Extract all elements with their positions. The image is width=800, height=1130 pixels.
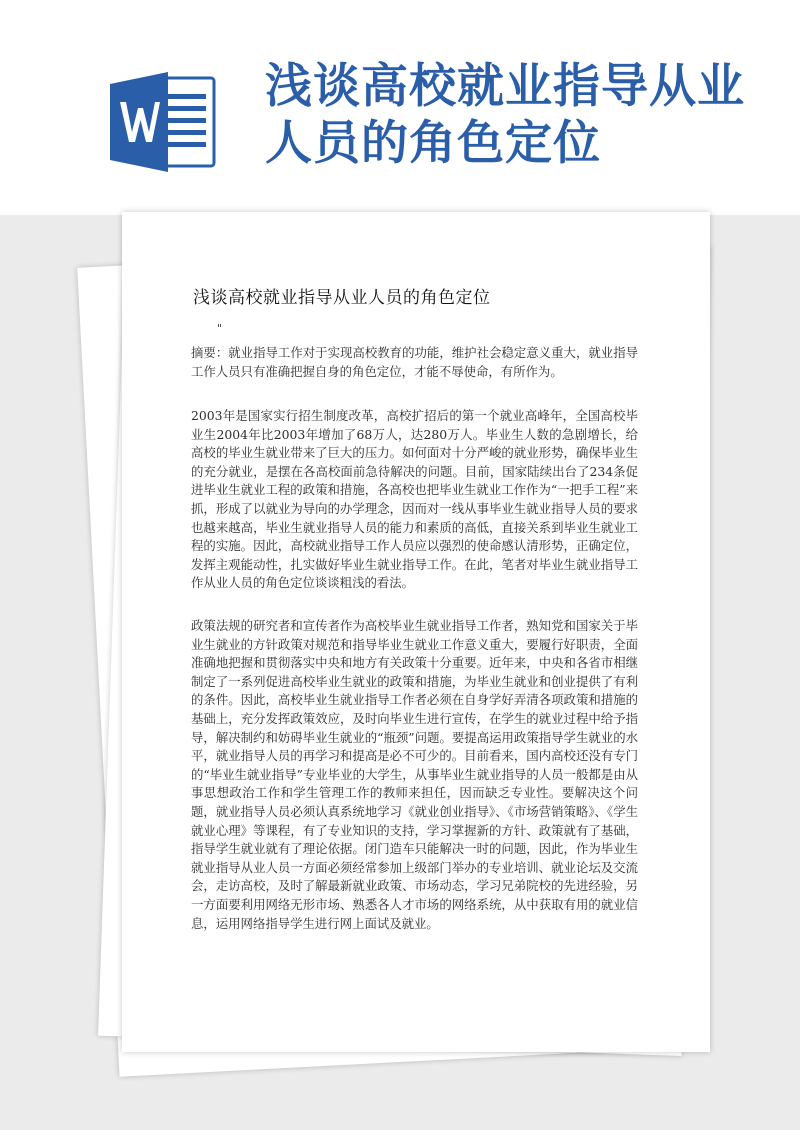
header-title-line1: 浅谈高校就业指导从业	[265, 59, 745, 114]
quote-mark: "	[217, 322, 223, 335]
body-paragraph: 政策法规的研究者和宣传者作为高校毕业生就业指导工作者，熟知党和国家关于毕业生就业的方针政策对规范和指导毕业生就业工作意义重大，要履行好职责，全面准确地把握和贯彻落实中央和地方有关政策十分重要。近年来，中央和各省市相继制定了一系列促进高校毕业生就业的政策和措施，为毕业生就业和创业提供了有利的条件。因此，高校毕业生就业指导工作者必须在自身学好弄清各项政策和措施的基础上，充分发挥政策效应，及时向毕业生进行宣传，在学生的就业过程中给予指导，解决制约和妨碍毕业生就业的“瓶颈”问题。要提高运用政策指导学生就业的水平，就业指导人员的再学习和提高是必不可少的。目前看来，国内高校还没有专门的“毕业生就业指导”专业毕业的大学生，从事毕业生就业指导的人员一般都是由从事思想政治工作和学生管理工作的教师来担任，因而缺乏专业性。要解决这个问题，就业指导人员必须认真系统地学习《就业创业指导》、《市场营销策略》、《学生就业心理》等课程，有了专业知识的支持，学习掌握新的方针、政策就有了基础，指导学生就业就有了理论依据。闭门造车只能解决一时的问题，因此，作为毕业生就业指导从业人员一方面必须经常参加上级部门举办的专业培训、就业论坛及交流会，走访高校，及时了解最新就业政策、市场动态，学习兄弟院校的先进经验，另一方面要利用网络无形市场、熟悉各人才市场的网络系统，从中获取有用的就业信息，运用网络指导学生进行网上面试及就业。	[191, 618, 638, 931]
abstract-paragraph: 摘要：就业指导工作对于实现高校教育的功能，维护社会稳定意义重大，就业指导工作人员只有准确把握自身的角色定位，才能不辱使命，有所作为。	[191, 345, 638, 379]
header-title-line2: 人员的角色定位	[265, 116, 601, 171]
body-paragraph: 2003年是国家实行招生制度改革，高校扩招后的第一个就业高峰年，全国高校毕业生2004年比2003年增加了68万人，达280万人。毕业生人数的急剧增长，给高校的毕业生就业带来了巨大的压力。如何面对十分严峻的就业形势，确保毕业生的充分就业，是摆在各高校面前急待解决的问题。目前，国家陆续出台了234条促进毕业生就业工程的政策和措施，各高校也把毕业生就业工作作为“一把手工程”来抓，形成了以就业为导向的办学理念，因而对一线从事毕业生就业指导人员的要求也越来越高，毕业生就业指导人员的能力和素质的高低，直接关系到毕业生就业工程的实施。因此，高校就业指导工作人员应以强烈的使命感认清形势，正确定位，发挥主观能动性，扎实做好毕业生就业指导工作。在此，笔者对毕业生就业指导工作从业人员的角色定位谈谈粗浅的看法。	[191, 408, 638, 591]
document-title: 浅谈高校就业指导从业人员的角色定位	[193, 288, 491, 308]
